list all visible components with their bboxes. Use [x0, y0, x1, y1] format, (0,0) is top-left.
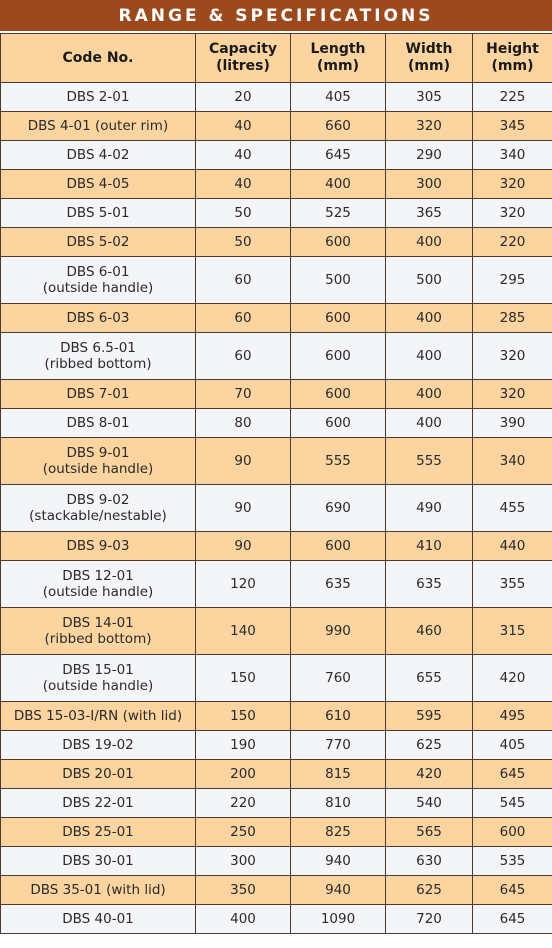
length-cell: 600	[291, 409, 386, 438]
width-cell: 365	[386, 199, 473, 228]
code-cell: DBS 40-01	[1, 905, 196, 934]
table-row	[1, 876, 552, 905]
width-cell: 400	[386, 228, 473, 257]
capacity-cell: 90	[196, 438, 291, 485]
height-cell: 340	[473, 438, 552, 485]
height-cell: 345	[473, 112, 552, 141]
table-row	[1, 561, 552, 608]
capacity-cell: 140	[196, 608, 291, 655]
code-cell: DBS 12-01 (outside handle)	[1, 561, 196, 608]
width-cell: 720	[386, 905, 473, 934]
table-row	[1, 731, 552, 760]
table-row	[1, 818, 552, 847]
width-cell: 490	[386, 485, 473, 532]
height-cell: 390	[473, 409, 552, 438]
code-cell: DBS 4-02	[1, 141, 196, 170]
height-cell: 600	[473, 818, 552, 847]
width-cell: 420	[386, 760, 473, 789]
table-row	[1, 228, 552, 257]
header-height: Height (mm)	[473, 34, 552, 83]
capacity-cell: 190	[196, 731, 291, 760]
length-cell: 1090	[291, 905, 386, 934]
capacity-cell: 60	[196, 333, 291, 380]
code-cell: DBS 15-01 (outside handle)	[1, 655, 196, 702]
length-cell: 555	[291, 438, 386, 485]
table-row	[1, 170, 552, 199]
height-cell: 495	[473, 702, 552, 731]
width-cell: 410	[386, 532, 473, 561]
capacity-cell: 220	[196, 789, 291, 818]
table-row	[1, 333, 552, 380]
code-cell: DBS 4-01 (outer rim)	[1, 112, 196, 141]
height-cell: 355	[473, 561, 552, 608]
capacity-cell: 70	[196, 380, 291, 409]
header-length: Length (mm)	[291, 34, 386, 83]
code-cell: DBS 6-03	[1, 304, 196, 333]
table-row	[1, 608, 552, 655]
width-cell: 290	[386, 141, 473, 170]
header-code-no: Code No.	[1, 34, 196, 83]
table-row	[1, 485, 552, 532]
table-row	[1, 789, 552, 818]
length-cell: 600	[291, 304, 386, 333]
width-cell: 635	[386, 561, 473, 608]
code-cell: DBS 4-05	[1, 170, 196, 199]
height-cell: 285	[473, 304, 552, 333]
length-cell: 600	[291, 532, 386, 561]
code-cell: DBS 19-02	[1, 731, 196, 760]
capacity-cell: 60	[196, 257, 291, 304]
code-cell: DBS 14-01 (ribbed bottom)	[1, 608, 196, 655]
length-cell: 400	[291, 170, 386, 199]
length-cell: 810	[291, 789, 386, 818]
width-cell: 625	[386, 731, 473, 760]
code-cell: DBS 35-01 (with lid)	[1, 876, 196, 905]
capacity-cell: 150	[196, 655, 291, 702]
height-cell: 440	[473, 532, 552, 561]
width-cell: 400	[386, 380, 473, 409]
capacity-cell: 20	[196, 83, 291, 112]
table-body	[1, 83, 552, 934]
width-cell: 400	[386, 304, 473, 333]
length-cell: 940	[291, 847, 386, 876]
width-cell: 400	[386, 333, 473, 380]
table-row	[1, 199, 552, 228]
banner-title: RANGE & SPECIFICATIONS	[0, 0, 552, 33]
capacity-cell: 50	[196, 228, 291, 257]
width-cell: 595	[386, 702, 473, 731]
table-row	[1, 112, 552, 141]
height-cell: 220	[473, 228, 552, 257]
height-cell: 315	[473, 608, 552, 655]
height-cell: 320	[473, 333, 552, 380]
height-cell: 225	[473, 83, 552, 112]
table-row	[1, 409, 552, 438]
header-width: Width (mm)	[386, 34, 473, 83]
code-cell: DBS 9-03	[1, 532, 196, 561]
code-cell: DBS 5-02	[1, 228, 196, 257]
width-cell: 305	[386, 83, 473, 112]
capacity-cell: 200	[196, 760, 291, 789]
capacity-cell: 50	[196, 199, 291, 228]
height-cell: 420	[473, 655, 552, 702]
width-cell: 300	[386, 170, 473, 199]
height-cell: 405	[473, 731, 552, 760]
table-row	[1, 83, 552, 112]
height-cell: 320	[473, 380, 552, 409]
code-cell: DBS 30-01	[1, 847, 196, 876]
table-row	[1, 438, 552, 485]
spec-table	[0, 33, 552, 934]
table-row	[1, 847, 552, 876]
width-cell: 625	[386, 876, 473, 905]
capacity-cell: 400	[196, 905, 291, 934]
width-cell: 460	[386, 608, 473, 655]
header-row	[1, 34, 552, 83]
code-cell: DBS 7-01	[1, 380, 196, 409]
length-cell: 940	[291, 876, 386, 905]
table-row	[1, 532, 552, 561]
height-cell: 645	[473, 905, 552, 934]
capacity-cell: 40	[196, 141, 291, 170]
width-cell: 400	[386, 409, 473, 438]
code-cell: DBS 5-01	[1, 199, 196, 228]
header-capacity: Capacity (litres)	[196, 34, 291, 83]
capacity-cell: 250	[196, 818, 291, 847]
table-row	[1, 380, 552, 409]
width-cell: 655	[386, 655, 473, 702]
capacity-cell: 40	[196, 170, 291, 199]
code-cell: DBS 6.5-01 (ribbed bottom)	[1, 333, 196, 380]
length-cell: 500	[291, 257, 386, 304]
height-cell: 320	[473, 170, 552, 199]
length-cell: 645	[291, 141, 386, 170]
length-cell: 825	[291, 818, 386, 847]
length-cell: 600	[291, 380, 386, 409]
length-cell: 815	[291, 760, 386, 789]
capacity-cell: 350	[196, 876, 291, 905]
length-cell: 525	[291, 199, 386, 228]
length-cell: 610	[291, 702, 386, 731]
length-cell: 405	[291, 83, 386, 112]
length-cell: 770	[291, 731, 386, 760]
length-cell: 635	[291, 561, 386, 608]
width-cell: 565	[386, 818, 473, 847]
height-cell: 340	[473, 141, 552, 170]
height-cell: 455	[473, 485, 552, 532]
height-cell: 295	[473, 257, 552, 304]
code-cell: DBS 6-01 (outside handle)	[1, 257, 196, 304]
code-cell: DBS 15-03-I/RN (with lid)	[1, 702, 196, 731]
length-cell: 690	[291, 485, 386, 532]
code-cell: DBS 2-01	[1, 83, 196, 112]
capacity-cell: 40	[196, 112, 291, 141]
height-cell: 645	[473, 876, 552, 905]
height-cell: 320	[473, 199, 552, 228]
height-cell: 645	[473, 760, 552, 789]
code-cell: DBS 9-01 (outside handle)	[1, 438, 196, 485]
table-row	[1, 760, 552, 789]
capacity-cell: 60	[196, 304, 291, 333]
code-cell: DBS 8-01	[1, 409, 196, 438]
length-cell: 990	[291, 608, 386, 655]
length-cell: 600	[291, 333, 386, 380]
code-cell: DBS 25-01	[1, 818, 196, 847]
capacity-cell: 90	[196, 485, 291, 532]
capacity-cell: 300	[196, 847, 291, 876]
width-cell: 500	[386, 257, 473, 304]
capacity-cell: 80	[196, 409, 291, 438]
height-cell: 535	[473, 847, 552, 876]
table-row	[1, 702, 552, 731]
width-cell: 320	[386, 112, 473, 141]
width-cell: 555	[386, 438, 473, 485]
length-cell: 760	[291, 655, 386, 702]
length-cell: 660	[291, 112, 386, 141]
length-cell: 600	[291, 228, 386, 257]
code-cell: DBS 9-02 (stackable/nestable)	[1, 485, 196, 532]
capacity-cell: 90	[196, 532, 291, 561]
table-row	[1, 304, 552, 333]
width-cell: 540	[386, 789, 473, 818]
code-cell: DBS 22-01	[1, 789, 196, 818]
table-row	[1, 257, 552, 304]
height-cell: 545	[473, 789, 552, 818]
table-row	[1, 141, 552, 170]
capacity-cell: 120	[196, 561, 291, 608]
width-cell: 630	[386, 847, 473, 876]
table-row	[1, 905, 552, 934]
table-row	[1, 655, 552, 702]
capacity-cell: 150	[196, 702, 291, 731]
code-cell: DBS 20-01	[1, 760, 196, 789]
